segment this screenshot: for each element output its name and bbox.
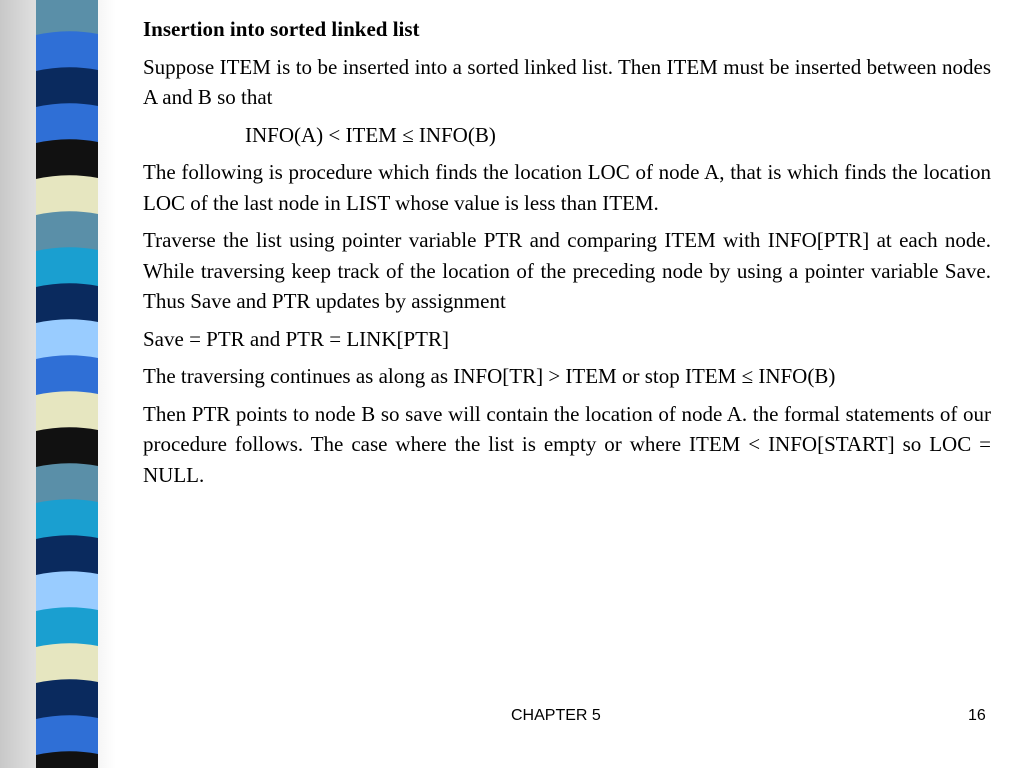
stripe-segment — [36, 751, 98, 768]
paragraph-traverse: Traverse the list using pointer variable PTR and comparing ITEM with INFO[PTR] at each node. While traversing keep track of the location of the preceding node by using a pointer variable Save. Thus Save and PTR updates by assignment — [143, 228, 991, 313]
paragraph-continue: The traversing continues as along as INFO[TR] > ITEM or stop ITEM ≤ INFO(B) — [143, 364, 836, 388]
paragraph-conclusion: Then PTR points to node B so save will contain the location of node A. the formal statements of our procedure follows. The case where the list is empty or where ITEM < INFO[START] so LOC = NULL. — [143, 401, 991, 487]
formula-condition: INFO(A) < ITEM ≤ INFO(B) — [245, 122, 496, 147]
footer-chapter: CHAPTER 5 — [511, 707, 601, 724]
paragraph-assignment: Save = PTR and PTR = LINK[PTR] — [143, 326, 450, 351]
slide-title: Insertion into sorted linked list — [143, 17, 420, 41]
stripe-graphic — [36, 0, 98, 768]
slide-content — [143, 14, 991, 497]
footer-page-number: 16 — [968, 707, 986, 724]
paragraph-intro: Suppose ITEM is to be inserted into a sorted linked list. Then ITEM must be inserted between nodes A and B so that — [143, 54, 991, 109]
paragraph-procedure: The following is procedure which finds the location LOC of node A, that is which finds the location LOC of the last node in LIST whose value is less than ITEM. — [143, 160, 991, 215]
decorative-stripe-bar — [36, 0, 98, 768]
